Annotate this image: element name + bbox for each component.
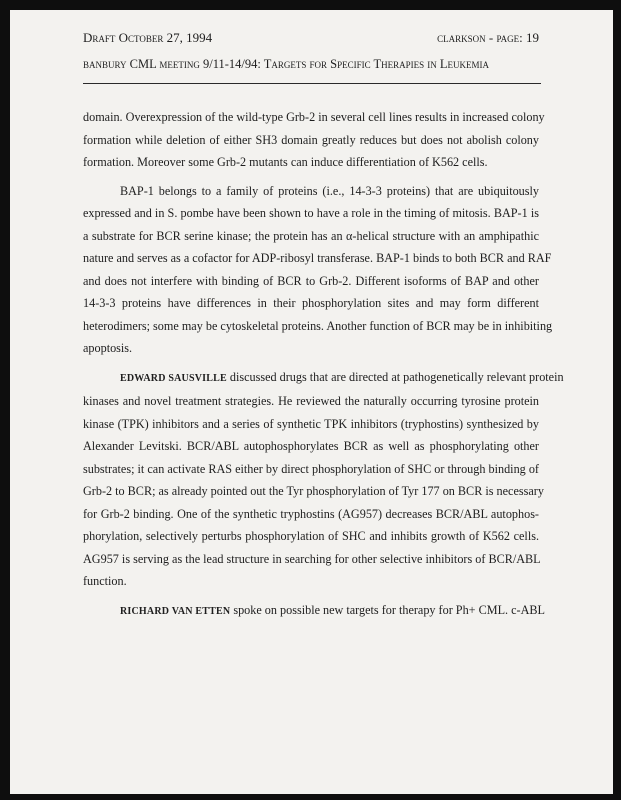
header-rule (83, 83, 541, 84)
speaker-name: EDWARD SAUSVILLE (120, 372, 227, 384)
text-line: apoptosis. (83, 341, 133, 355)
text-line: for Grb-2 binding. One of the synthetic tryphostins (AG957) decreases BCR/ABL autophos- (83, 506, 539, 521)
text-line: kinases and novel treatment strategies. He reviewed the naturally occurring tyrosine protein (83, 394, 539, 408)
speaker-name: RICHARD VAN ETTEN (120, 605, 231, 617)
meeting-title: banbury CML meeting 9/11-14/94: Targets for Specific Therapies in Leukemia (83, 57, 490, 71)
page-label: clarkson - page: 19 (437, 30, 539, 45)
running-header (83, 30, 539, 46)
text-line: formation. Moreover some Grb-2 mutants can induce differentiation of K562 cells. (83, 155, 488, 169)
text-line: nature and serves as a cofactor for ADP-ribosyl transferase. BAP-1 binds to both BCR and RAF (83, 251, 552, 265)
body-text (83, 106, 564, 623)
text-line: phorylation, selectively perturbs phosphorylation of SHC and inhibits growth of K562 cells. (83, 529, 539, 543)
paragraph-2 (83, 180, 553, 360)
text-line: RICHARD VAN ETTEN spoke on possible new targets for therapy for Ph+ CML. c-ABL (120, 602, 545, 617)
text-line: EDWARD SAUSVILLE discussed drugs that are directed at pathogenetically relevant protein (120, 369, 564, 384)
text-line: a substrate for BCR serine kinase; the protein has an α-helical structure with an amphipathic (83, 228, 539, 243)
text-line: and does not interfere with binding of BCR to Grb-2. Different isoforms of BAP and other (83, 273, 539, 288)
text-line: AG957 is serving as the lead structure in searching for other selective inhibitors of BCR/ABL (83, 551, 541, 566)
paragraph-4 (83, 599, 545, 624)
draft-date: Draft October 27, 1994 (83, 30, 213, 45)
text-line: 14-3-3 proteins have differences in their phosphorylation sites and may form different (83, 296, 539, 310)
text-line: kinase (TPK) inhibitors and a series of synthetic TPK inhibitors (tryphostins) synthesized by (83, 416, 539, 431)
document-page (10, 10, 613, 794)
text-line: substrates; it can activate RAS either by direct phosphorylation of SHC or through binding of (83, 461, 539, 476)
text-line: Alexander Levitski. BCR/ABL autophosphorylates BCR as well as phosphorylating other (83, 439, 539, 453)
text-line: formation while deletion of either SH3 domain greatly reduces but does not abolish colony (83, 132, 539, 147)
paragraph-1 (83, 106, 545, 174)
text-line: heterodimers; some may be cytoskeletal proteins. Another function of BCR may be in inhibiting (83, 318, 553, 333)
paragraph-3 (83, 366, 564, 593)
text-line: BAP-1 belongs to a family of proteins (i.e., 14-3-3 proteins) that are ubiquitously (120, 183, 539, 198)
text-line: function. (83, 574, 127, 588)
text-line: Grb-2 to BCR; as already pointed out the Tyr phosphorylation of Tyr 177 on BCR is necessary (83, 484, 544, 498)
text-line: domain. Overexpression of the wild-type Grb-2 in several cell lines results in increased colony (83, 110, 545, 124)
text-line: expressed and in S. pombe have been shown to have a role in the timing of mitosis. BAP-1 is (83, 206, 539, 220)
